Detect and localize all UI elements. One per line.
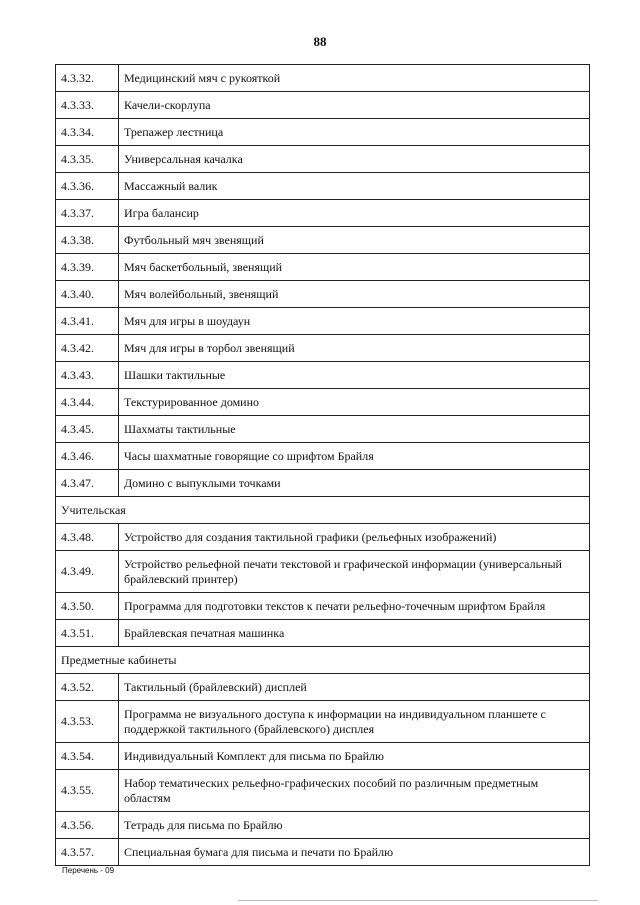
item-name: Медицинский мяч с рукояткой [119, 65, 590, 92]
item-number: 4.3.51. [56, 620, 119, 647]
item-number: 4.3.38. [56, 227, 119, 254]
item-name: Мяч для игры в шоудаун [119, 308, 590, 335]
table-row [56, 743, 590, 770]
item-number: 4.3.53. [56, 701, 119, 743]
item-name: Домино с выпуклыми точками [119, 470, 590, 497]
item-number: 4.3.49. [56, 551, 119, 593]
item-number: 4.3.42. [56, 335, 119, 362]
table-row [56, 389, 590, 416]
item-number: 4.3.33. [56, 92, 119, 119]
table-row [56, 362, 590, 389]
item-number: 4.3.47. [56, 470, 119, 497]
item-name: Специальная бумага для письма и печати по Брайлю [119, 839, 590, 866]
item-number: 4.3.35. [56, 146, 119, 173]
item-name: Качели-скорлупа [119, 92, 590, 119]
item-name: Мяч баскетбольный, звенящий [119, 254, 590, 281]
table-row [56, 173, 590, 200]
table-row [56, 524, 590, 551]
item-name: Игра балансир [119, 200, 590, 227]
footer-label: Перечень - 09 [62, 866, 115, 875]
table-row [56, 674, 590, 701]
item-name: Брайлевская печатная машинка [119, 620, 590, 647]
item-number: 4.3.48. [56, 524, 119, 551]
item-number: 4.3.32. [56, 65, 119, 92]
item-name: Программа для подготовки текстов к печати рельефно-точечным шрифтом Брайля [119, 593, 590, 620]
table-row [56, 839, 590, 866]
item-number: 4.3.41. [56, 308, 119, 335]
table-row [56, 119, 590, 146]
section-title: Предметные кабинеты [56, 647, 590, 674]
item-number: 4.3.36. [56, 173, 119, 200]
table-row [56, 146, 590, 173]
table-row [56, 701, 590, 743]
section-title: Учительская [56, 497, 590, 524]
item-name: Футбольный мяч звенящий [119, 227, 590, 254]
table-row [56, 254, 590, 281]
table-row [56, 308, 590, 335]
item-number: 4.3.43. [56, 362, 119, 389]
table-row [56, 227, 590, 254]
item-name: Индивидуальный Комплект для письма по Брайлю [119, 743, 590, 770]
section-row [56, 497, 590, 524]
table-row [56, 335, 590, 362]
item-name: Массажный валик [119, 173, 590, 200]
item-name: Устройство для создания тактильной графики (рельефных изображений) [119, 524, 590, 551]
table-row [56, 470, 590, 497]
table-body [56, 65, 590, 866]
table-row [56, 416, 590, 443]
item-number: 4.3.55. [56, 770, 119, 812]
table-row [56, 92, 590, 119]
table-row [56, 200, 590, 227]
item-number: 4.3.57. [56, 839, 119, 866]
item-number: 4.3.54. [56, 743, 119, 770]
item-name: Текстурированное домино [119, 389, 590, 416]
item-name: Часы шахматные говорящие со шрифтом Брайля [119, 443, 590, 470]
table-row [56, 620, 590, 647]
bottom-divider [238, 900, 598, 901]
table-row [56, 443, 590, 470]
item-name: Тактильный (брайлевский) дисплей [119, 674, 590, 701]
item-name: Мяч для игры в торбол звенящий [119, 335, 590, 362]
item-name: Шашки тактильные [119, 362, 590, 389]
item-number: 4.3.40. [56, 281, 119, 308]
item-name: Шахматы тактильные [119, 416, 590, 443]
page-number: 88 [313, 34, 327, 49]
item-number: 4.3.39. [56, 254, 119, 281]
equipment-table [55, 64, 590, 866]
item-name: Тетрадь для письма по Брайлю [119, 812, 590, 839]
item-number: 4.3.44. [56, 389, 119, 416]
table-row [56, 65, 590, 92]
table-row [56, 812, 590, 839]
table-row [56, 770, 590, 812]
item-name: Трепажер лестница [119, 119, 590, 146]
item-number: 4.3.46. [56, 443, 119, 470]
item-number: 4.3.52. [56, 674, 119, 701]
table-row [56, 551, 590, 593]
item-name: Устройство рельефной печати текстовой и графической информации (универсальный брайлевский принтер) [119, 551, 590, 593]
table-row [56, 593, 590, 620]
item-name: Универсальная качалка [119, 146, 590, 173]
item-number: 4.3.50. [56, 593, 119, 620]
item-number: 4.3.34. [56, 119, 119, 146]
section-row [56, 647, 590, 674]
item-number: 4.3.56. [56, 812, 119, 839]
item-number: 4.3.37. [56, 200, 119, 227]
item-name: Программа не визуального доступа к информации на индивидуальном планшете с поддержкой тактильного (брайлевского) дисплея [119, 701, 590, 743]
item-name: Набор тематических рельефно-графических пособий по различным предметным областям [119, 770, 590, 812]
table-row [56, 281, 590, 308]
item-number: 4.3.45. [56, 416, 119, 443]
item-name: Мяч волейбольный, звенящий [119, 281, 590, 308]
